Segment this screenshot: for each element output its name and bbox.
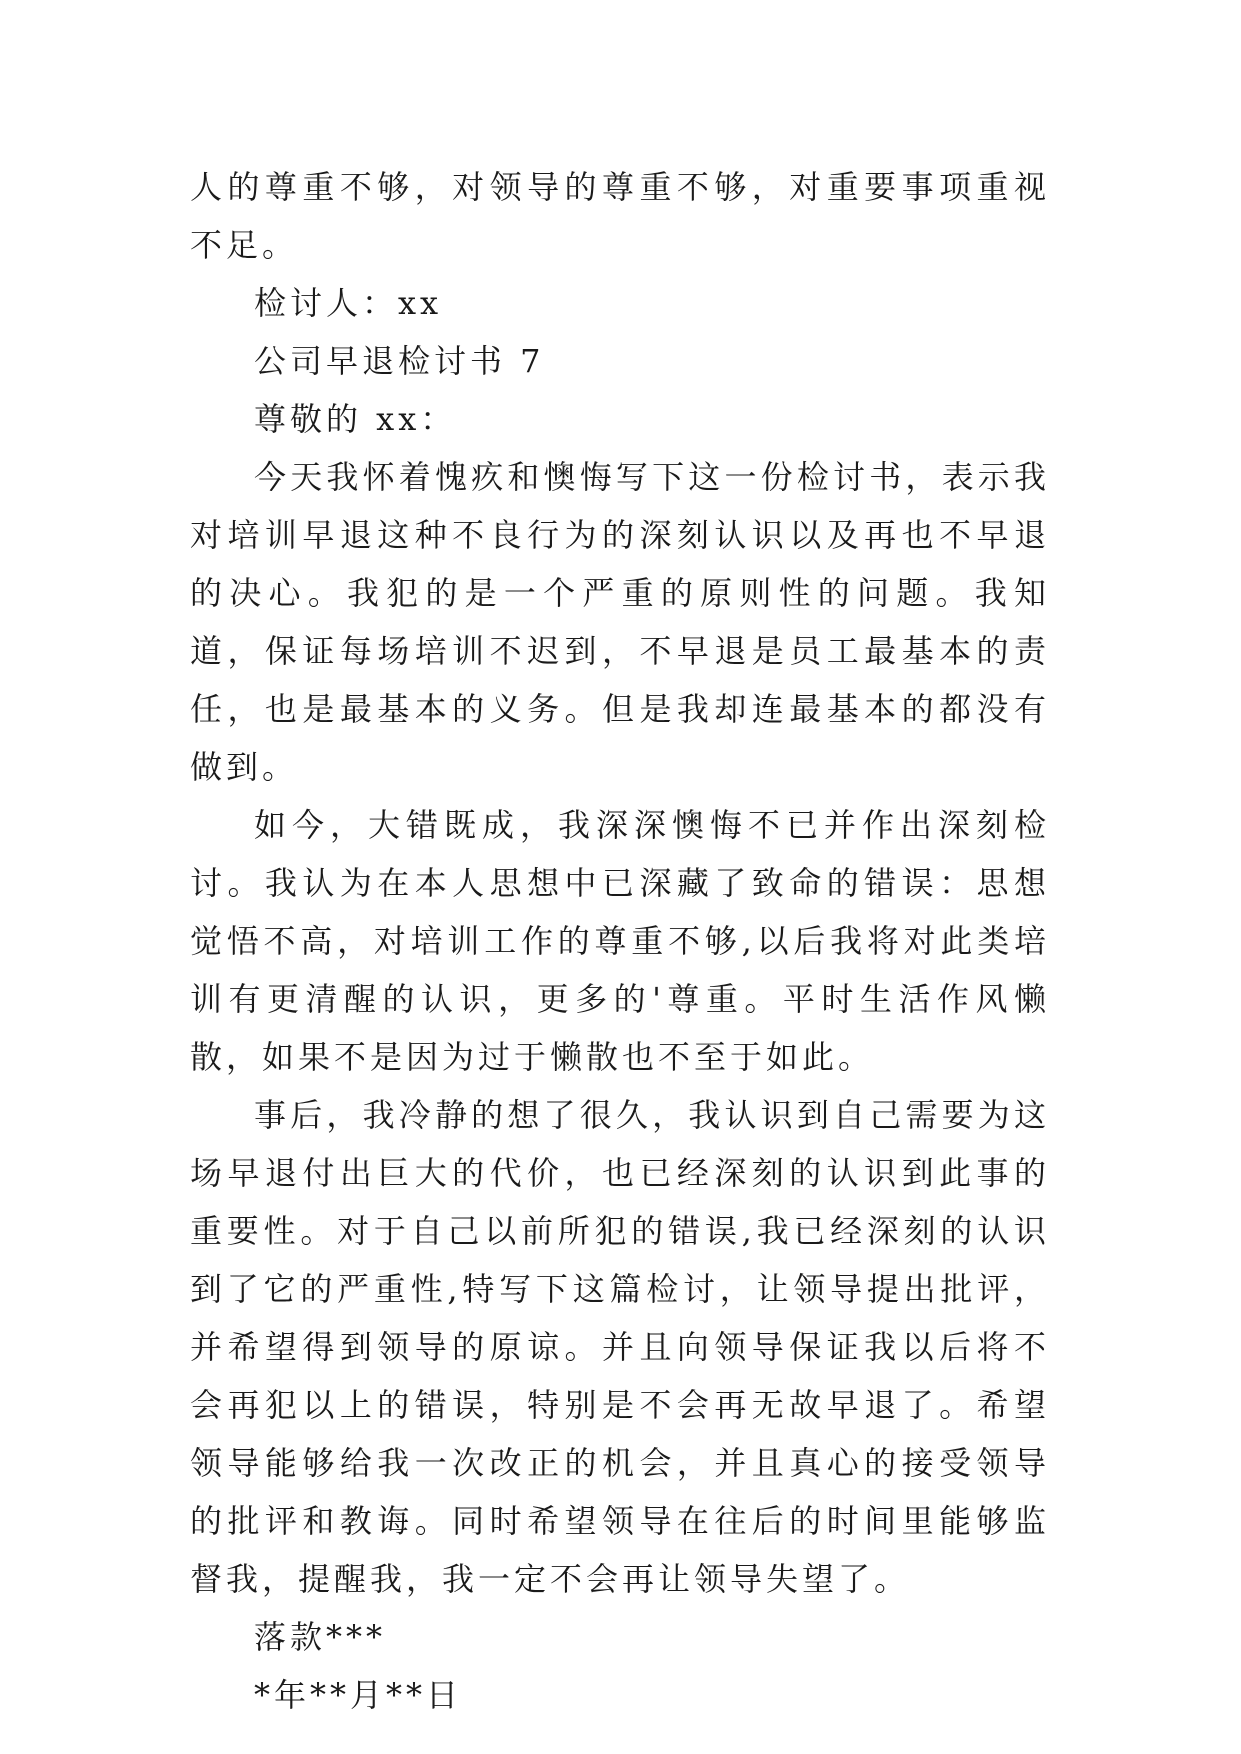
paragraph-body-3: 事后，我冷静的想了很久，我认识到自己需要为这场早退付出巨大的代价，也已经深刻的认识到此事的重要性。对于自己以前所犯的错误,我已经深刻的认识到了它的严重性,特写下这篇检讨，让领导提出批评，并希望得到领导的原谅。并且向领导保证我以后将不会再犯以上的错误，特别是不会再无故早退了。希望领导能够给我一次改正的机会，并且真心的接受领导的批评和教诲。同时希望领导在往后的时间里能够监督我，提醒我，我一定不会再让领导失望了。: [190, 1096, 1050, 1598]
reviewer-signature: 检讨人：xx: [254, 284, 443, 322]
document-title: 公司早退检讨书 7: [254, 342, 545, 380]
salutation: 尊敬的 xx：: [254, 400, 457, 438]
document-body: [190, 158, 1050, 1724]
closing-date: *年**月**日: [254, 1676, 463, 1714]
paragraph-body-2: 如今，大错既成，我深深懊悔不已并作出深刻检讨。我认为在本人思想中已深藏了致命的错误：思想觉悟不高，对培训工作的尊重不够,以后我将对此类培训有更清醒的认识，更多的'尊重。平时生活作风懒散，如果不是因为过于懒散也不至于如此。: [190, 806, 1050, 1076]
paragraph-continued: 人的尊重不够，对领导的尊重不够，对重要事项重视不足。: [190, 168, 1050, 264]
closing-signature: 落款***: [254, 1618, 387, 1656]
paragraph-body-1: 今天我怀着愧疚和懊悔写下这一份检讨书，表示我对培训早退这种不良行为的深刻认识以及再也不早退的决心。我犯的是一个严重的原则性的问题。我知道，保证每场培训不迟到，不早退是员工最基本的责任，也是最基本的义务。但是我却连最基本的都没有做到。: [190, 458, 1050, 786]
